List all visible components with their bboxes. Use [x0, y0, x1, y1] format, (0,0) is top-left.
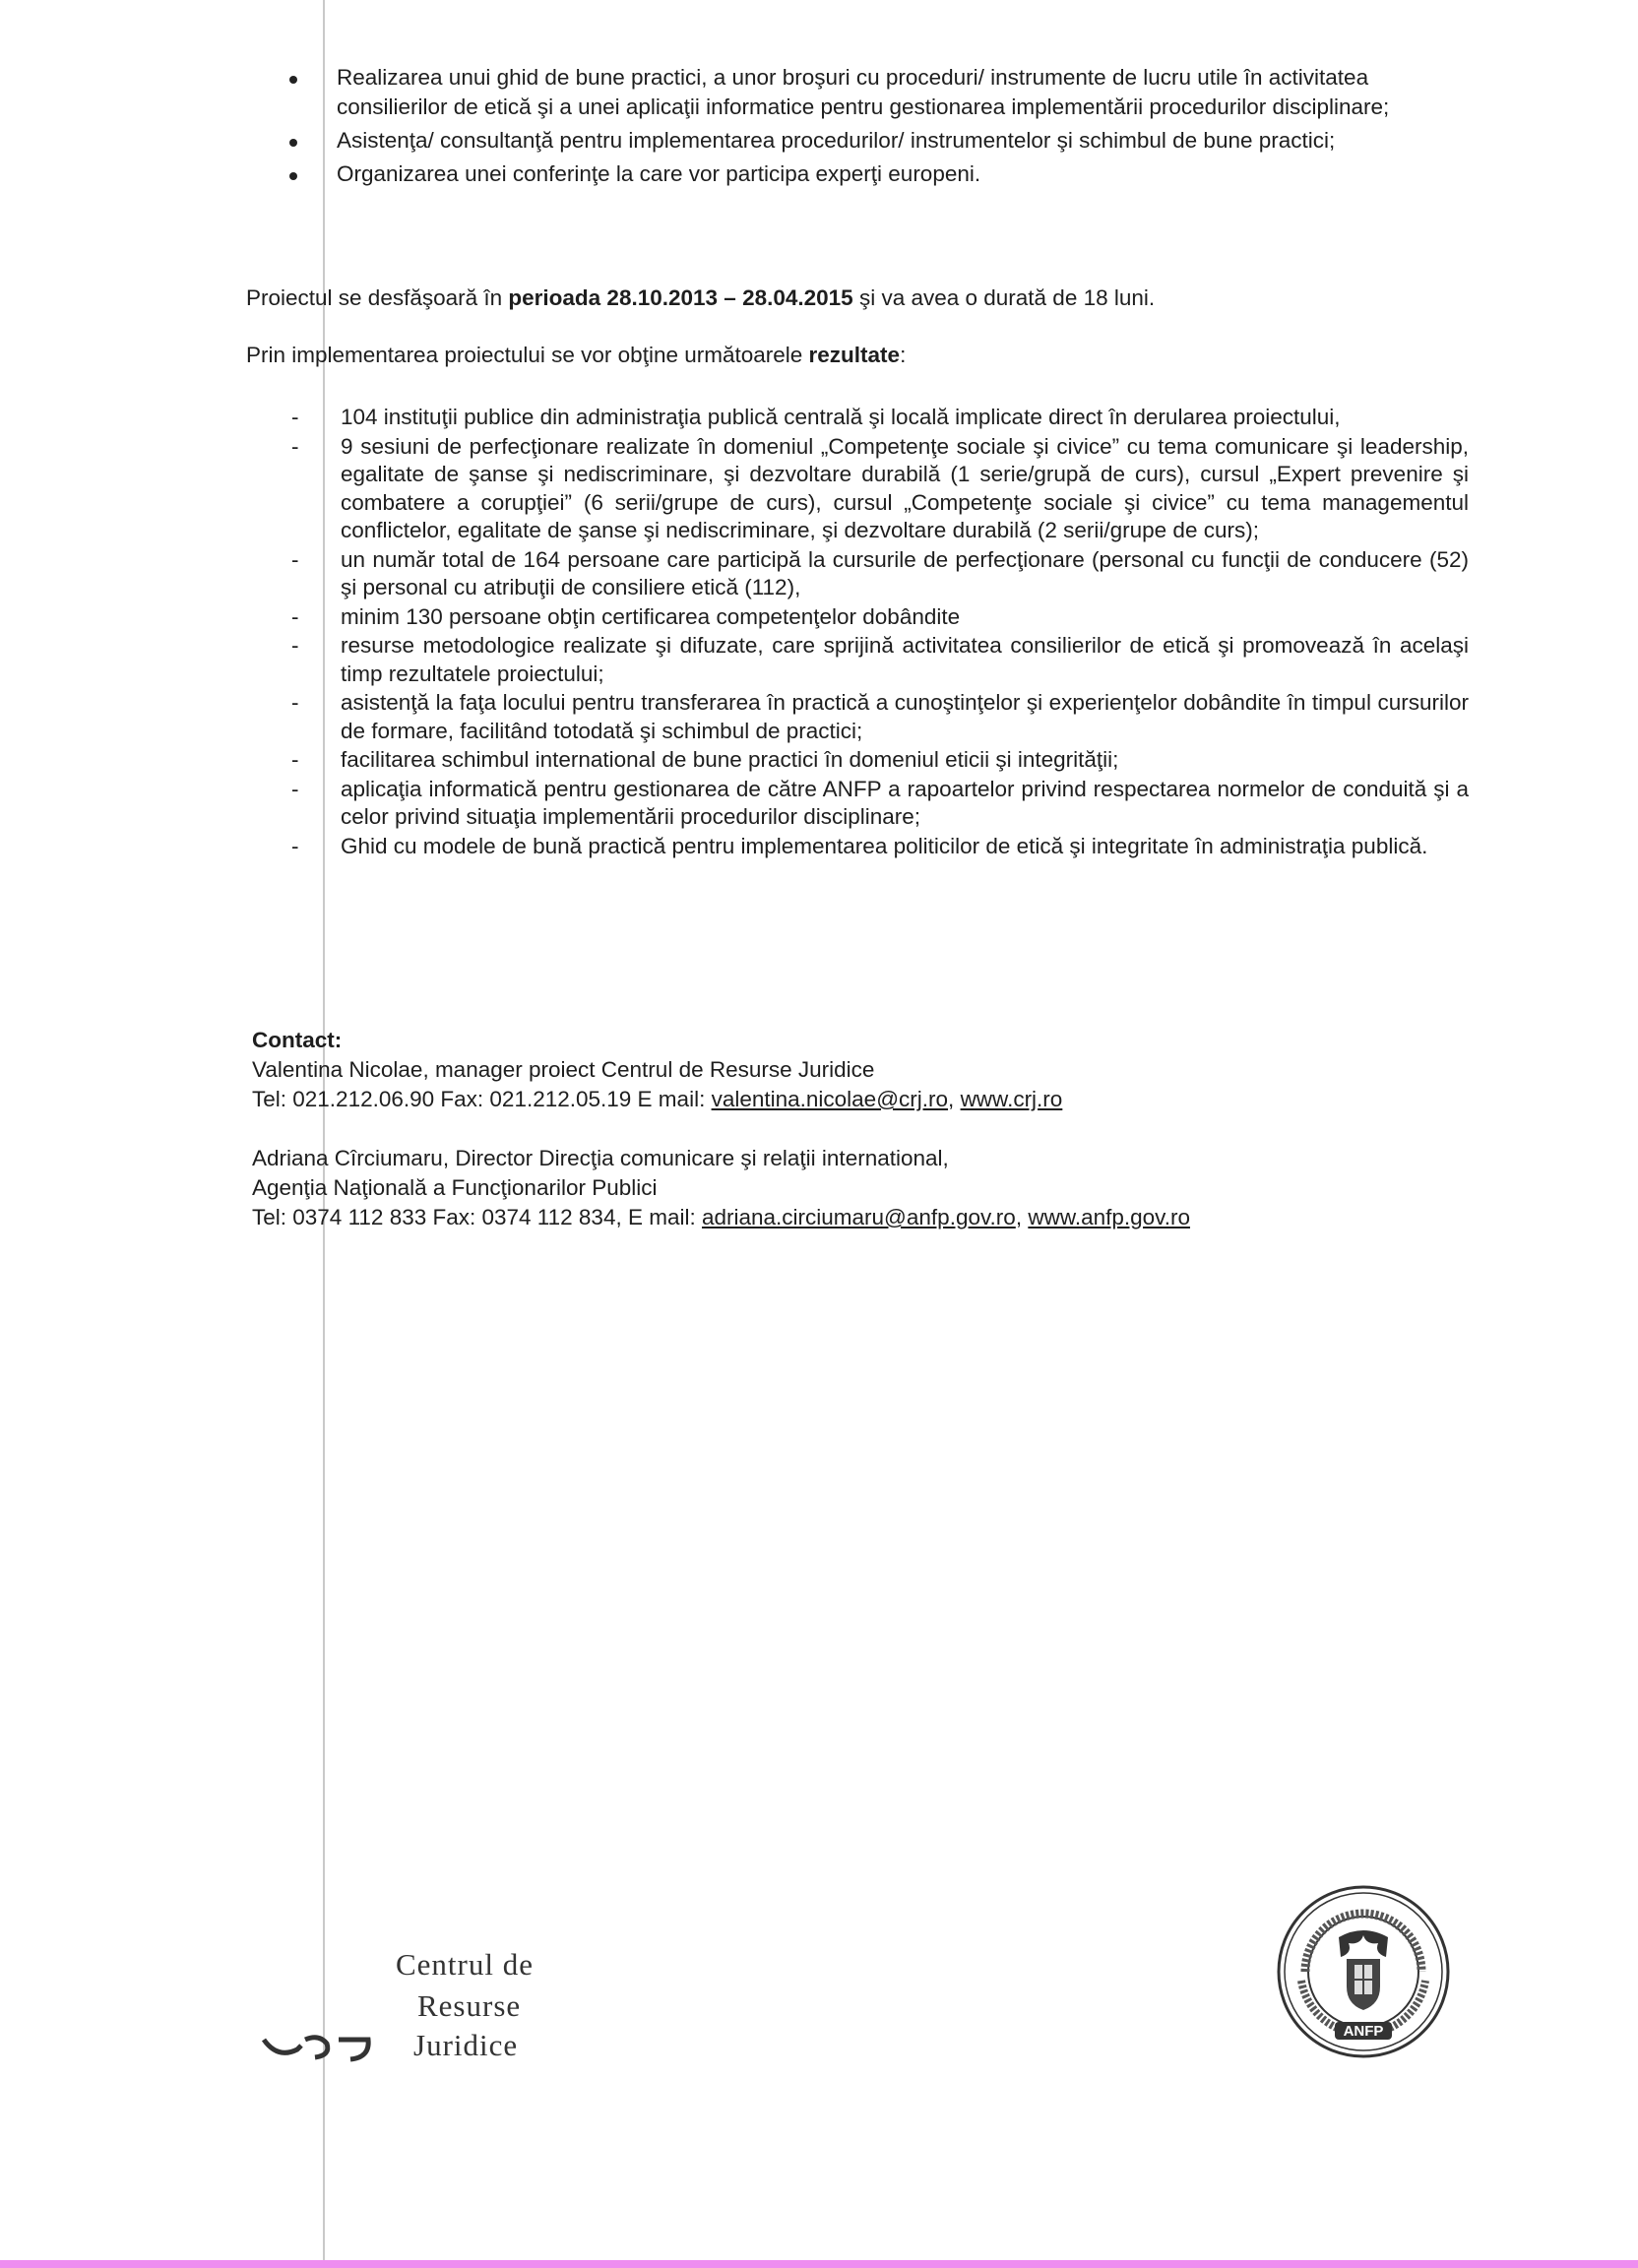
website-link-crj[interactable]: www.crj.ro	[960, 1087, 1063, 1111]
contact-title: Contact:	[252, 1028, 343, 1052]
contact-person-2-details: Tel: 0374 112 833 Fax: 0374 112 834, E mail: adriana.circiumaru@anfp.gov.ro, www.anfp.gov.ro	[252, 1205, 1190, 1229]
dash-icon: -	[291, 747, 299, 772]
list-item: - aplicaţia informatică pentru gestionarea de către ANFP a rapoartelor privind respectarea normelor de conduită şi a celor privind situaţia implementării procedurilor disciplinare;	[291, 776, 1469, 829]
crj-logo	[258, 1945, 573, 2083]
dash-icon: -	[291, 433, 299, 459]
contact-person-1: Valentina Nicolae, manager proiect Centrul de Resurse Juridice	[252, 1057, 875, 1082]
list-item: Organizarea unei conferinţe la care vor participa experţi europeni.	[289, 159, 1421, 189]
dash-icon: -	[291, 603, 299, 629]
contact-person-1-details: Tel: 021.212.06.90 Fax: 021.212.05.19 E mail: valentina.nicolae@crj.ro, www.crj.ro	[252, 1087, 1063, 1111]
list-item: Realizarea unui ghid de bune practici, a unor broşuri cu proceduri/ instrumente de lucru utile în activitatea consilierilor de etică şi a unei aplicaţii informatice pentru gestionarea implementării procedurilor disciplinare;	[289, 63, 1421, 122]
results-intro-paragraph: Prin implementarea proiectului se vor obţine următoarele rezultate:	[246, 343, 907, 367]
list-item: - asistenţă la faţa locului pentru transferarea în practică a cunoştinţelor şi experienţelor dobândite în timpul cursurilor de formare, facilitând totodată şi schimbul de practici;	[291, 690, 1469, 743]
crj-logo-line-3: Juridice	[413, 2028, 519, 2062]
bullet-icon	[289, 76, 297, 84]
bullet-icon	[289, 139, 297, 147]
dash-icon: -	[291, 690, 299, 715]
activities-bullet-list	[289, 63, 1421, 193]
dash-icon: -	[291, 546, 299, 572]
list-item: - 104 instituţii publice din administraţia publică centrală şi locală implicate direct în derularea proiectului,	[291, 404, 1469, 432]
website-link-anfp[interactable]: www.anfp.gov.ro	[1028, 1205, 1190, 1229]
crj-logo-mark-icon	[258, 2028, 384, 2067]
page-bottom-edge	[0, 2260, 1638, 2268]
list-item: - Ghid cu modele de bună practică pentru implementarea politicilor de etică şi integritate în administraţia publică.	[291, 833, 1469, 861]
dash-icon: -	[291, 776, 299, 801]
results-list	[291, 404, 1469, 861]
crj-logo-line-2: Resurse	[417, 1988, 522, 2023]
anfp-seal-label: ANFP	[1343, 2023, 1384, 2040]
dash-icon: -	[291, 633, 299, 658]
bullet-icon	[289, 172, 297, 180]
contact-person-2: Adriana Cîrciumaru, Director Direcţia comunicare şi relaţii international,	[252, 1146, 949, 1170]
crj-logo-line-1: Centrul de	[396, 1947, 534, 1982]
list-item: - 9 sesiuni de perfecţionare realizate în domeniul „Competenţe sociale şi civice” cu tema comunicare şi leadership, egalitate de şanse şi nediscriminare, şi dezvoltare durabilă (1 serie/grupă de curs), cursul „Expert prevenire şi combatere a corupţiei” (6 serii/grupe de curs), cursul „Competenţe sociale şi civice” cu tema managementul conflictelor, egalitate de şanse şi nediscriminare, şi dezvoltare durabilă (2 serii/grupe de curs);	[291, 433, 1469, 542]
list-item: - minim 130 persoane obţin certificarea competenţelor dobândite	[291, 603, 1469, 632]
list-item: - resurse metodologice realizate şi difuzate, care sprijină activitatea consilierilor de etică şi promovează în acelaşi timp rezultatele proiectului;	[291, 633, 1469, 686]
contact-section	[252, 1026, 1384, 1232]
anfp-seal-icon	[1276, 1884, 1451, 2059]
dash-icon: -	[291, 833, 299, 858]
list-item: - facilitarea schimbul international de bune practici în domeniul eticii şi integrităţii;	[291, 746, 1469, 775]
email-link-crj[interactable]: valentina.nicolae@crj.ro	[711, 1087, 949, 1111]
dash-icon: -	[291, 405, 299, 429]
project-period-paragraph: Proiectul se desfăşoară în perioada 28.10.2013 – 28.04.2015 şi va avea o durată de 18 luni.	[246, 285, 1156, 310]
spacer	[252, 1114, 1384, 1144]
contact-person-2-org: Agenţia Naţională a Funcţionarilor Publici	[252, 1175, 658, 1200]
list-item: - un număr total de 164 persoane care participă la cursurile de perfecţionare (personal cu funcţii de conducere (52) şi personal cu atribuţii de consiliere etică (112),	[291, 546, 1469, 599]
list-item: Asistenţa/ consultanţă pentru implementarea procedurilor/ instrumentelor şi schimbul de bune practici;	[289, 126, 1421, 156]
email-link-anfp[interactable]: adriana.circiumaru@anfp.gov.ro	[701, 1205, 1016, 1229]
